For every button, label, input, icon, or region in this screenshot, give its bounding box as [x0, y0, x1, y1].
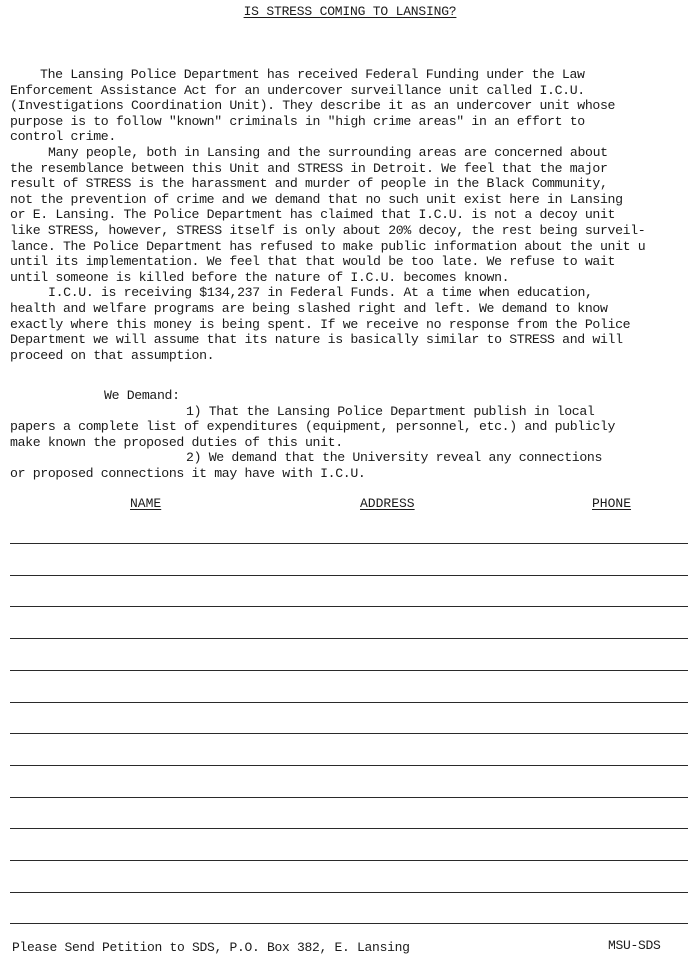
signature-line[interactable]: [10, 638, 688, 639]
signature-line[interactable]: [10, 765, 688, 766]
demand-line: 1) That the Lansing Police Department publish in local: [186, 403, 595, 419]
text-line: Many people, both in Lansing and the surrounding areas are concerned about: [48, 144, 608, 160]
text-line: the resemblance between this Unit and STRESS in Detroit. We feel that the major: [10, 160, 608, 176]
text-line: not the prevention of crime and we demand that no such unit exist here in Lansing: [10, 191, 623, 207]
text-line: control crime.: [10, 129, 116, 145]
footer-send-to: Please Send Petition to SDS, P.O. Box 382, E. Lansing: [12, 940, 410, 955]
signature-line[interactable]: [10, 892, 688, 893]
signature-line[interactable]: [10, 828, 688, 829]
demand-line: 2) We demand that the University reveal any connections: [186, 450, 603, 466]
footer-org: MSU-SDS: [608, 938, 661, 953]
document-title: IS STRESS COMING TO LANSING?: [243, 4, 457, 19]
text-line: or E. Lansing. The Police Department has claimed that I.C.U. is not a decoy unit: [10, 207, 616, 223]
text-line: exactly where this money is being spent. If we receive no response from the Police: [10, 316, 631, 332]
column-header-address: ADDRESS: [360, 496, 415, 511]
text-line: (Investigations Coordination Unit). They describe it as an undercover unit whose: [10, 98, 616, 114]
text-line: until someone is killed before the nature of I.C.U. becomes known.: [10, 269, 510, 285]
demand-line: papers a complete list of expenditures (equipment, personnel, etc.) and publicly: [10, 419, 616, 435]
signature-line[interactable]: [10, 606, 688, 607]
text-line: purpose is to follow "known" criminals in "high crime areas" in an effort to: [10, 113, 585, 129]
text-line: like STRESS, however, STRESS itself is only about 20% decoy, the rest being surveil-: [10, 222, 646, 238]
demands-heading: We Demand:: [104, 388, 180, 403]
signature-line[interactable]: [10, 543, 688, 544]
demand-line: or proposed connections it may have with I.C.U.: [10, 465, 366, 481]
text-line: Enforcement Assistance Act for an undercover surveillance unit called I.C.U.: [10, 82, 585, 98]
signature-line[interactable]: [10, 702, 688, 703]
text-line: lance. The Police Department has refused to make public information about the unit u: [10, 238, 646, 254]
signature-line[interactable]: [10, 670, 688, 671]
text-line: Department we will assume that its nature is basically similar to STRESS and will: [10, 332, 623, 348]
column-header-phone: PHONE: [592, 496, 632, 511]
signature-line[interactable]: [10, 797, 688, 798]
demands-section: [10, 388, 694, 482]
text-line: I.C.U. is receiving $134,237 in Federal Funds. At a time when education,: [48, 285, 593, 301]
text-line: health and welfare programs are being slashed right and left. We demand to know: [10, 300, 608, 316]
text-line: result of STRESS is the harassment and murder of people in the Black Community,: [10, 176, 608, 192]
signature-line[interactable]: [10, 733, 688, 734]
signature-line[interactable]: [10, 923, 688, 924]
text-line: until its implementation. We feel that that would be too late. We refuse to wait: [10, 254, 616, 270]
column-header-name: NAME: [130, 496, 162, 511]
signature-line[interactable]: [10, 860, 688, 861]
signature-line[interactable]: [10, 575, 688, 576]
text-line: The Lansing Police Department has received Federal Funding under the Law: [40, 67, 585, 82]
text-line: proceed on that assumption.: [10, 347, 215, 363]
demand-line: make known the proposed duties of this unit.: [10, 434, 343, 450]
body-text: [10, 67, 694, 363]
